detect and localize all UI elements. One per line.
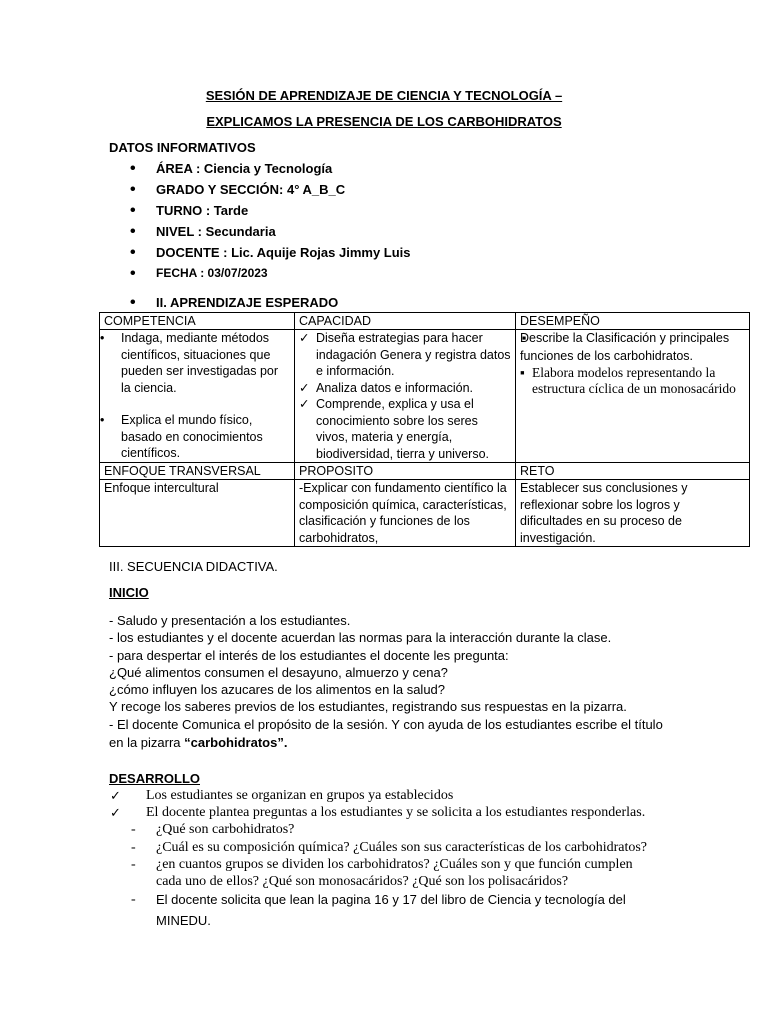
datos-item-nivel: • NIVEL : Secundaria [130,221,411,242]
check-icon: ✓ [110,788,121,803]
dash-item: ¿en cuantos grupos se dividen los carbohidratos? ¿Cuáles son y que función cumplen [156,857,633,872]
dash-icon: - [131,840,136,855]
col-header-proposito: PROPOSITO [295,463,516,480]
datos-item-docente: • DOCENTE : Lic. Aquije Rojas Jimmy Luis [130,242,411,263]
cell-proposito: -Explicar con fundamento científico la composición química, características, clasificación y funciones de los carbohidratos, [295,480,516,547]
col-header-competencia: COMPETENCIA [100,313,295,330]
aprendizaje-table [99,312,750,547]
page-title: SESIÓN DE APRENDIZAJE DE CIENCIA Y TECNOLOGÍA – [205,88,563,103]
aprendizaje-heading [130,294,338,312]
inicio-line: Y recoge los saberes previos de los estudiantes, registrando sus respuestas en la pizarra. [109,699,627,714]
dash-icon: - [131,857,136,872]
inicio-line: - los estudiantes y el docente acuerdan las normas para la interacción durante la clase. [109,630,612,645]
dash-item: El docente solicita que lean la pagina 16 y 17 del libro de Ciencia y tecnología del [156,892,626,907]
dash-item: ¿Cuál es su composición química? ¿Cuáles son sus características de los carbohidratos? [156,840,648,855]
inicio-line: - para despertar el interés de los estudiantes el docente les pregunta: [109,648,509,663]
inicio-line: ¿cómo influyen los azucares de los alimentos en la salud? [109,682,446,697]
dash-icon: - [131,822,136,837]
cell-desempeno [516,330,750,463]
check-icon: ✓ [110,805,121,820]
secuencia-heading: III. SECUENCIA DIDACTIVA. [109,559,278,574]
dash-item-continuation: cada uno de ellos? ¿Qué son monosacáridos? ¿Qué son los polisacáridos? [156,874,569,889]
table-row [100,330,750,463]
table-row [100,480,750,547]
dash-item: ¿Qué son carbohidratos? [156,822,295,837]
table-header-row [100,463,750,480]
inicio-line: - Saludo y presentación a los estudiantes. [109,613,351,628]
capacidad-item: ✓ Diseña estrategias para hacer indagación Genera y registra datos e información. [299,330,511,380]
datos-item-area: • ÁREA : Ciencia y Tecnología [130,158,411,179]
inicio-line-last [109,735,287,750]
desempeno-item: ▪ Elabora modelos representando la estructura cíclica de un monosacárido [520,365,745,397]
inicio-title: INICIO [109,585,149,600]
bullet-icon: • [130,294,136,311]
datos-item-turno: • TURNO : Tarde [130,200,411,221]
page-subtitle: EXPLICAMOS LA PRESENCIA DE LOS CARBOHIDRATOS [206,114,562,129]
inicio-last-bold: “carbohidratos”. [184,735,288,750]
competencia-item: • Indaga, mediante métodos científicos, situaciones que pueden ser investigadas por la ciencia. [104,330,290,396]
dash-icon: - [131,892,136,907]
datos-item-grado: • GRADO Y SECCIÓN: 4° A_B_C [130,179,411,200]
inicio-line: - El docente Comunica el propósito de la sesión. Y con ayuda de los estudiantes escribe el título [109,717,663,732]
capacidad-item: ✓ Comprende, explica y usa el conocimiento sobre los seres vivos, materia y energía, biodiversidad, tierra y universo. [299,396,511,462]
cell-reto: Establecer sus conclusiones y reflexionar sobre los logros y dificultades en su proceso de investigación. [516,480,750,547]
datos-item-fecha: • FECHA : 03/07/2023 [130,263,411,284]
desarrollo-check-item: Los estudiantes se organizan en grupos ya establecidos [146,788,454,803]
dash-item-continuation: MINEDU. [156,913,211,928]
inicio-last-prefix: en la pizarra [109,735,185,750]
cell-competencia [100,330,295,463]
capacidad-item: ✓ Analiza datos e información. [299,380,511,397]
competencia-item: • Explica el mundo físico, basado en conocimientos científicos. [104,412,290,462]
table-header-row [100,313,750,330]
cell-enfoque: Enfoque intercultural [100,480,295,547]
datos-heading: DATOS INFORMATIVOS [109,140,256,155]
col-header-enfoque: ENFOQUE TRANSVERSAL [100,463,295,480]
cell-capacidad [295,330,516,463]
inicio-line: ¿Qué alimentos consumen el desayuno, almuerzo y cena? [109,665,448,680]
datos-list [130,158,411,284]
desarrollo-title: DESARROLLO [109,771,200,786]
col-header-capacidad: CAPACIDAD [295,313,516,330]
desempeno-item: ▪ Describe la Clasificación y principales funciones de los carbohidratos. [520,330,745,365]
desarrollo-check-item: El docente plantea preguntas a los estudiantes y se solicita a los estudiantes responderlas. [146,805,646,820]
col-header-desempeno: DESEMPEÑO [516,313,750,330]
col-header-reto: RETO [516,463,750,480]
aprendizaje-label: II. APRENDIZAJE ESPERADO [156,295,339,310]
